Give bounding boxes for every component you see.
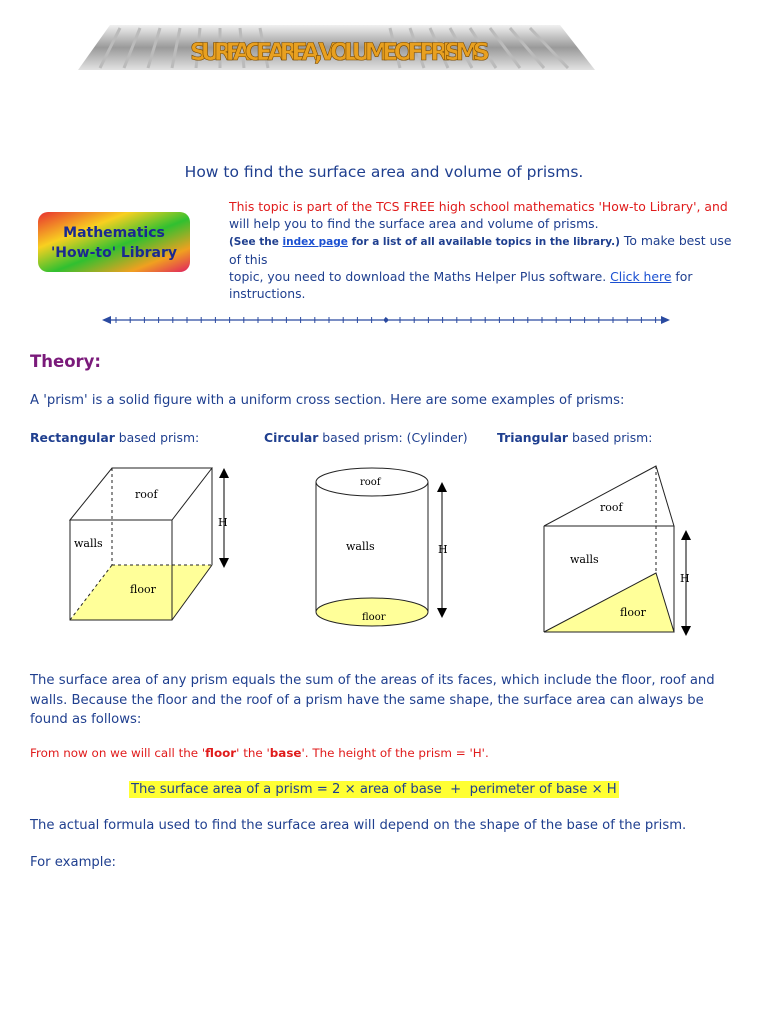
surface-area-formula: The surface area of a prism = 2 × area of base + perimeter of base × H — [131, 782, 617, 797]
note-p1: From now on we will call the ' — [30, 746, 206, 760]
index-page-link[interactable]: index page — [282, 236, 348, 248]
circ-prism-label — [264, 430, 468, 445]
note-p3: '. The height of the prism = 'H'. — [301, 746, 489, 760]
circ-rest: based prism: (Cylinder) — [318, 430, 468, 445]
library-logo — [36, 210, 192, 274]
circ-bold: Circular — [264, 430, 319, 445]
for-example-text: For example: — [30, 855, 117, 870]
banner-text: SURFACE AREA, VOLUME OF PRISMS — [190, 38, 490, 66]
note-floor: floor — [205, 746, 237, 760]
page-title: How to find the surface area and volume of prisms. — [184, 163, 584, 181]
see-suffix: for a list of all available topics in the library.) — [347, 236, 620, 248]
tri-height-label: H — [680, 572, 690, 585]
tri-prism-label — [497, 430, 652, 445]
note-base: base — [269, 746, 302, 760]
title-banner-image — [60, 20, 620, 90]
cyl-height-label: H — [438, 543, 448, 556]
logo-line1: Mathematics — [63, 225, 165, 241]
intro-line2: will help you to find the surface area and volume of prisms. — [229, 216, 599, 231]
intro-red-line: This topic is part of the TCS FREE high school mathematics 'How-to Library', and — [229, 199, 728, 214]
intro-text — [229, 198, 739, 302]
tri-roof-label: roof — [600, 501, 623, 514]
intro-line4-prefix: topic, you need to download the Maths Helper Plus software. — [229, 269, 611, 284]
cyl-walls-label: walls — [346, 540, 375, 553]
rect-prism-label — [30, 430, 199, 445]
theory-heading: Theory: — [30, 352, 102, 371]
tri-floor-label: floor — [620, 606, 646, 619]
rect-rest: based prism: — [114, 430, 200, 445]
base-definition-note — [30, 746, 489, 760]
rect-floor-label: floor — [130, 583, 156, 596]
intro-line5: instructions. — [229, 286, 306, 301]
surface-area-explanation: The surface area of any prism equals the sum of the areas of its faces, which include the floor, roof and walls. Because the floor and the roof of a prism have the same shape, the surface area can always be found as follows: — [30, 673, 715, 727]
cylinder-figure — [300, 462, 460, 632]
intro-tail1: To make best use of this — [229, 233, 732, 267]
see-prefix: (See the — [229, 236, 283, 248]
number-line-divider — [102, 309, 672, 331]
tri-rest: based prism: — [568, 430, 653, 445]
click-here-link[interactable]: Click here — [610, 269, 672, 284]
rect-bold: Rectangular — [30, 430, 115, 445]
tri-bold: Triangular — [497, 430, 569, 445]
logo-line2: 'How-to' Library — [51, 245, 177, 261]
cyl-floor-label: floor — [362, 612, 386, 623]
prism-definition: A 'prism' is a solid figure with a uniform cross section. Here are some examples of prisms: — [30, 393, 625, 408]
triangular-prism-figure — [536, 460, 706, 640]
intro-line4-suffix: for — [671, 269, 693, 284]
cyl-roof-label: roof — [360, 477, 381, 488]
rect-height-label: H — [218, 516, 228, 529]
formula-dependence-text: The actual formula used to find the surface area will depend on the shape of the base of the prism. — [30, 818, 687, 833]
rectangular-prism-figure — [50, 460, 250, 640]
rect-walls-label: walls — [74, 537, 103, 550]
tri-walls-label: walls — [570, 553, 599, 566]
rect-roof-label: roof — [135, 488, 158, 501]
note-p2: ' the ' — [236, 746, 270, 760]
